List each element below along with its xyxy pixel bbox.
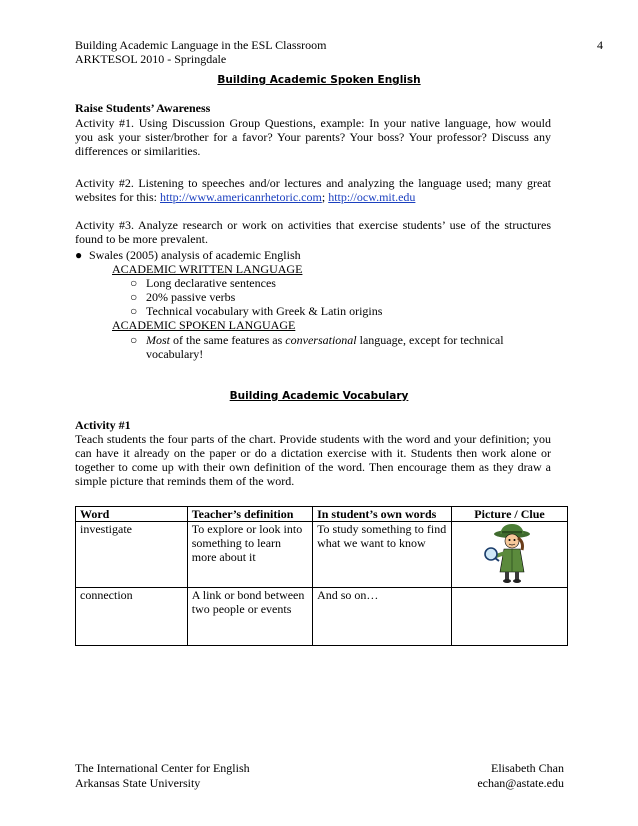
cell-teacher-definition: A link or bond between two people or events xyxy=(187,588,312,646)
cell-student-words: To study something to find what we want to know xyxy=(313,522,452,588)
section-title-spoken: Building Academic Spoken English xyxy=(217,74,421,86)
written-item: ○ 20% passive verbs xyxy=(130,290,236,304)
written-item: ○ Technical vocabulary with Greek & Latin origins xyxy=(130,304,383,318)
vocab-activity-heading: Activity #1 xyxy=(75,418,131,432)
cell-picture xyxy=(452,588,568,646)
footer-left xyxy=(75,761,250,791)
circle-bullet-icon: ○ xyxy=(130,333,138,347)
circle-bullet-icon: ○ xyxy=(130,304,138,318)
swales-bullet xyxy=(75,248,301,262)
table-header-row xyxy=(76,507,568,522)
footer-organization: The International Center for English xyxy=(75,761,250,775)
column-header-picture-clue: Picture / Clue xyxy=(452,507,568,522)
bullet-dot-icon: ● xyxy=(75,248,83,262)
footer-email[interactable]: echan@astate.edu xyxy=(477,776,564,790)
activity3-paragraph: Activity #3. Analyze research or work on activities that exercise students’ use of the structures found to be more prevalent. xyxy=(75,218,551,246)
activity2-text: Activity #2. Listening to speeches and/or lectures and analyzing the language used; many great websites for this: xyxy=(75,176,551,204)
header-subtitle: ARKTESOL 2010 - Springdale xyxy=(75,52,227,66)
spoken-item: ○ Most of the same features as conversational language, except for technical xyxy=(130,333,504,347)
activity1-paragraph: Activity #1. Using Discussion Group Questions, example: In your native language, how would you ask your sister/brother for a favor? Your parents? Your boss? Your professor? Discuss any differences or similarities. xyxy=(75,116,551,158)
cell-word: investigate xyxy=(76,522,188,588)
column-header-teacher-definition: Teacher’s definition xyxy=(187,507,312,522)
raise-awareness-heading: Raise Students’ Awareness xyxy=(75,101,211,115)
cell-teacher-definition: To explore or look into something to learn more about it xyxy=(187,522,312,588)
running-header xyxy=(75,38,327,66)
spoken-item-continued: vocabulary! xyxy=(146,347,204,361)
link-americanrhetoric[interactable]: http://www.americanrhetoric.com xyxy=(160,190,322,204)
detective-clipart-icon xyxy=(478,522,542,584)
swales-bullet-text: Swales (2005) analysis of academic English xyxy=(89,248,301,262)
activity2-paragraph xyxy=(75,176,551,204)
table-row xyxy=(76,522,568,588)
column-header-word: Word xyxy=(76,507,188,522)
cell-word: connection xyxy=(76,588,188,646)
page-number: 4 xyxy=(597,38,603,52)
header-title: Building Academic Language in the ESL Classroom xyxy=(75,38,327,52)
written-language-heading: ACADEMIC WRITTEN LANGUAGE xyxy=(112,262,303,276)
footer-right xyxy=(477,761,564,791)
table-row xyxy=(76,588,568,646)
link-separator: ; xyxy=(321,190,326,204)
link-ocw-mit[interactable]: http://ocw.mit.edu xyxy=(328,190,416,204)
cell-student-words: And so on… xyxy=(313,588,452,646)
circle-bullet-icon: ○ xyxy=(130,276,138,290)
cell-picture xyxy=(452,522,568,588)
section-title-vocabulary: Building Academic Vocabulary xyxy=(229,390,409,402)
footer-author: Elisabeth Chan xyxy=(491,761,564,775)
footer-university: Arkansas State University xyxy=(75,776,201,790)
vocab-activity-paragraph: Teach students the four parts of the chart. Provide students with the word and your definition; you can have it already on the paper or do a dictation exercise with it. Students then work alone or together to come up with their own definition of the word. Then encourage them as they draw a simple picture that reminds them of the word. xyxy=(75,432,551,488)
column-header-student-words: In student’s own words xyxy=(313,507,452,522)
vocabulary-chart-table xyxy=(75,506,568,646)
written-item: ○ Long declarative sentences xyxy=(130,276,276,290)
circle-bullet-icon: ○ xyxy=(130,290,138,304)
spoken-language-heading: ACADEMIC SPOKEN LANGUAGE xyxy=(112,318,296,332)
